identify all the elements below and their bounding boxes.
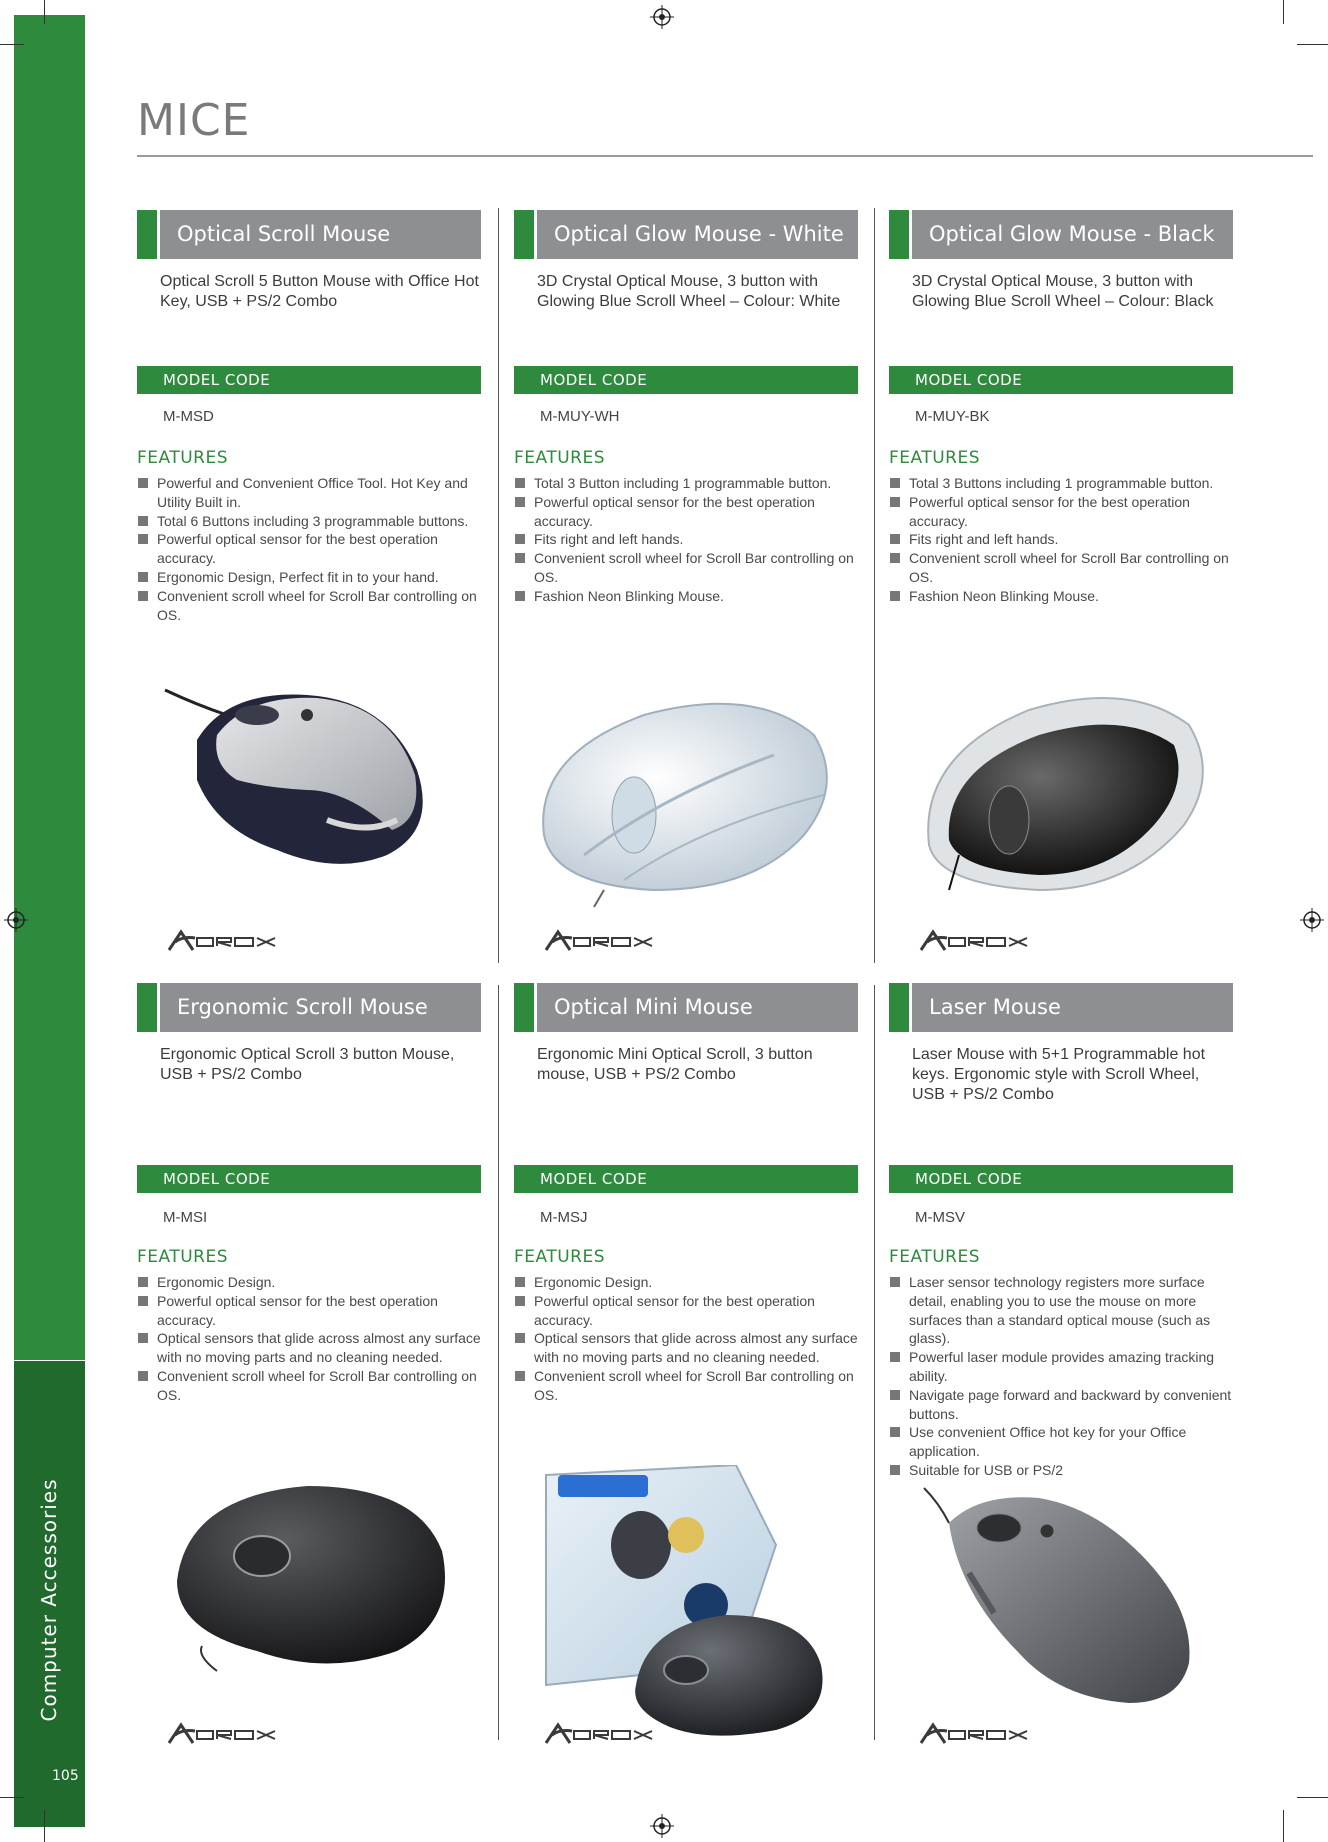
product-photo bbox=[524, 675, 849, 910]
feature-list bbox=[137, 474, 481, 624]
feature-item: Convenient scroll wheel for Scroll Bar controlling on OS. bbox=[514, 1367, 858, 1405]
feature-item: Laser sensor technology registers more surface detail, enabling you to use the mouse on more surfaces than a standard optical mouse (such as glass). bbox=[889, 1273, 1233, 1348]
column-divider bbox=[874, 208, 875, 963]
model-code-label: MODEL CODE bbox=[915, 371, 1023, 389]
model-code-bar bbox=[514, 366, 858, 394]
feature-item: Convenient scroll wheel for Scroll Bar controlling on OS. bbox=[137, 587, 481, 625]
model-code-value: M-MSD bbox=[163, 408, 214, 425]
features-heading: FEATURES bbox=[137, 1247, 229, 1267]
feature-list bbox=[137, 1273, 481, 1405]
column-divider bbox=[874, 985, 875, 1740]
feature-item: Convenient scroll wheel for Scroll Bar controlling on OS. bbox=[137, 1367, 481, 1405]
feature-item: Total 3 Buttons including 1 programmable button. bbox=[889, 474, 1233, 493]
product-title-bar bbox=[137, 210, 481, 259]
feature-item: Fashion Neon Blinking Mouse. bbox=[889, 587, 1233, 606]
acrox-logo bbox=[544, 928, 664, 954]
page-title: MICE bbox=[137, 95, 251, 146]
feature-item: Total 6 Buttons including 3 programmable buttons. bbox=[137, 512, 481, 531]
crop-mark bbox=[44, 0, 45, 24]
model-code-value: M-MSJ bbox=[540, 1209, 588, 1226]
product-title-bar bbox=[514, 210, 858, 259]
feature-item: Powerful optical sensor for the best operation accuracy. bbox=[514, 1292, 858, 1330]
model-code-bar bbox=[514, 1165, 858, 1193]
title-divider bbox=[137, 155, 1313, 157]
feature-list bbox=[889, 474, 1233, 606]
model-code-label: MODEL CODE bbox=[540, 371, 648, 389]
product-photo bbox=[899, 675, 1224, 910]
model-code-label: MODEL CODE bbox=[915, 1170, 1023, 1188]
crop-mark bbox=[44, 1810, 45, 1842]
product-name: Laser Mouse bbox=[929, 995, 1061, 1019]
product-name: Optical Mini Mouse bbox=[554, 995, 753, 1019]
feature-item: Use convenient Office hot key for your Office application. bbox=[889, 1423, 1233, 1461]
feature-item: Powerful optical sensor for the best operation accuracy. bbox=[137, 1292, 481, 1330]
product-photo bbox=[157, 670, 457, 880]
product-name: Ergonomic Scroll Mouse bbox=[177, 995, 428, 1019]
features-heading: FEATURES bbox=[137, 448, 229, 468]
product-description: Laser Mouse with 5+1 Programmable hot keys. Ergonomic style with Scroll Wheel, USB + PS/2 Combo bbox=[912, 1046, 1206, 1103]
crop-mark bbox=[1297, 1797, 1328, 1798]
features-heading: FEATURES bbox=[889, 448, 981, 468]
product-description: Optical Scroll 5 Button Mouse with Office Hot Key, USB + PS/2 Combo bbox=[160, 273, 479, 310]
feature-item: Optical sensors that glide across almost any surface with no moving parts and no cleaning needed. bbox=[137, 1329, 481, 1367]
model-code-value: M-MSV bbox=[915, 1209, 965, 1226]
product-name: Optical Scroll Mouse bbox=[177, 222, 391, 246]
product-description: 3D Crystal Optical Mouse, 3 button with Glowing Blue Scroll Wheel – Colour: Black bbox=[912, 273, 1214, 310]
model-code-value: M-MUY-WH bbox=[540, 408, 620, 425]
model-code-value: M-MSI bbox=[163, 1209, 208, 1226]
crop-mark bbox=[0, 44, 24, 45]
feature-item: Suitable for USB or PS/2 bbox=[889, 1461, 1233, 1480]
product-title-bar bbox=[889, 210, 1233, 259]
feature-item: Powerful optical sensor for the best operation accuracy. bbox=[889, 493, 1233, 531]
acrox-logo bbox=[919, 928, 1039, 954]
model-code-label: MODEL CODE bbox=[163, 1170, 271, 1188]
feature-item: Powerful optical sensor for the best operation accuracy. bbox=[137, 530, 481, 568]
column-divider bbox=[498, 985, 499, 1740]
model-code-bar bbox=[889, 366, 1233, 394]
feature-item: Convenient scroll wheel for Scroll Bar controlling on OS. bbox=[889, 549, 1233, 587]
feature-item: Powerful and Convenient Office Tool. Hot Key and Utility Built in. bbox=[137, 474, 481, 512]
acrox-logo bbox=[167, 1721, 287, 1747]
feature-item: Powerful laser module provides amazing tracking ability. bbox=[889, 1348, 1233, 1386]
product-title-bar bbox=[514, 983, 858, 1032]
feature-list bbox=[889, 1273, 1233, 1480]
registration-mark-icon bbox=[4, 908, 28, 932]
product-description: Ergonomic Mini Optical Scroll, 3 button mouse, USB + PS/2 Combo bbox=[537, 1046, 813, 1083]
product-description: 3D Crystal Optical Mouse, 3 button with Glowing Blue Scroll Wheel – Colour: White bbox=[537, 273, 841, 310]
model-code-bar bbox=[889, 1165, 1233, 1193]
model-code-bar bbox=[137, 1165, 481, 1193]
acrox-logo bbox=[167, 928, 287, 954]
product-photo bbox=[157, 1471, 462, 1676]
feature-item: Total 3 Button including 1 programmable button. bbox=[514, 474, 858, 493]
feature-list bbox=[514, 474, 858, 606]
crop-mark bbox=[0, 1797, 24, 1798]
registration-mark-icon bbox=[650, 1814, 674, 1838]
feature-item: Powerful optical sensor for the best operation accuracy. bbox=[514, 493, 858, 531]
product-photo bbox=[536, 1465, 836, 1745]
product-name: Optical Glow Mouse - White bbox=[554, 222, 844, 246]
product-name: Optical Glow Mouse - Black bbox=[929, 222, 1215, 246]
feature-item: Ergonomic Design, Perfect fit in to your hand. bbox=[137, 568, 481, 587]
registration-mark-icon bbox=[650, 5, 674, 29]
features-heading: FEATURES bbox=[514, 448, 606, 468]
features-heading: FEATURES bbox=[889, 1247, 981, 1267]
crop-mark bbox=[1283, 0, 1284, 24]
section-label: Computer Accessories bbox=[37, 1478, 61, 1722]
side-strip bbox=[14, 15, 85, 1360]
feature-item: Navigate page forward and backward by convenient buttons. bbox=[889, 1386, 1233, 1424]
feature-item: Fits right and left hands. bbox=[889, 530, 1233, 549]
feature-item: Convenient scroll wheel for Scroll Bar controlling on OS. bbox=[514, 549, 858, 587]
feature-item: Optical sensors that glide across almost any surface with no moving parts and no cleaning needed. bbox=[514, 1329, 858, 1367]
feature-item: Fashion Neon Blinking Mouse. bbox=[514, 587, 858, 606]
features-heading: FEATURES bbox=[514, 1247, 606, 1267]
model-code-value: M-MUY-BK bbox=[915, 408, 990, 425]
feature-item: Fits right and left hands. bbox=[514, 530, 858, 549]
crop-mark bbox=[1283, 1810, 1284, 1842]
product-photo bbox=[919, 1483, 1209, 1708]
column-divider bbox=[498, 208, 499, 963]
registration-mark-icon bbox=[1300, 908, 1324, 932]
acrox-logo bbox=[544, 1721, 664, 1747]
product-title-bar bbox=[137, 983, 481, 1032]
model-code-bar bbox=[137, 366, 481, 394]
model-code-label: MODEL CODE bbox=[163, 371, 271, 389]
model-code-label: MODEL CODE bbox=[540, 1170, 648, 1188]
feature-item: Ergonomic Design. bbox=[514, 1273, 858, 1292]
product-description: Ergonomic Optical Scroll 3 button Mouse, USB + PS/2 Combo bbox=[160, 1046, 455, 1083]
feature-list bbox=[514, 1273, 858, 1405]
feature-item: Ergonomic Design. bbox=[137, 1273, 481, 1292]
crop-mark bbox=[1297, 44, 1328, 45]
page-number: 105 bbox=[52, 1768, 79, 1784]
product-title-bar bbox=[889, 983, 1233, 1032]
acrox-logo bbox=[919, 1721, 1039, 1747]
